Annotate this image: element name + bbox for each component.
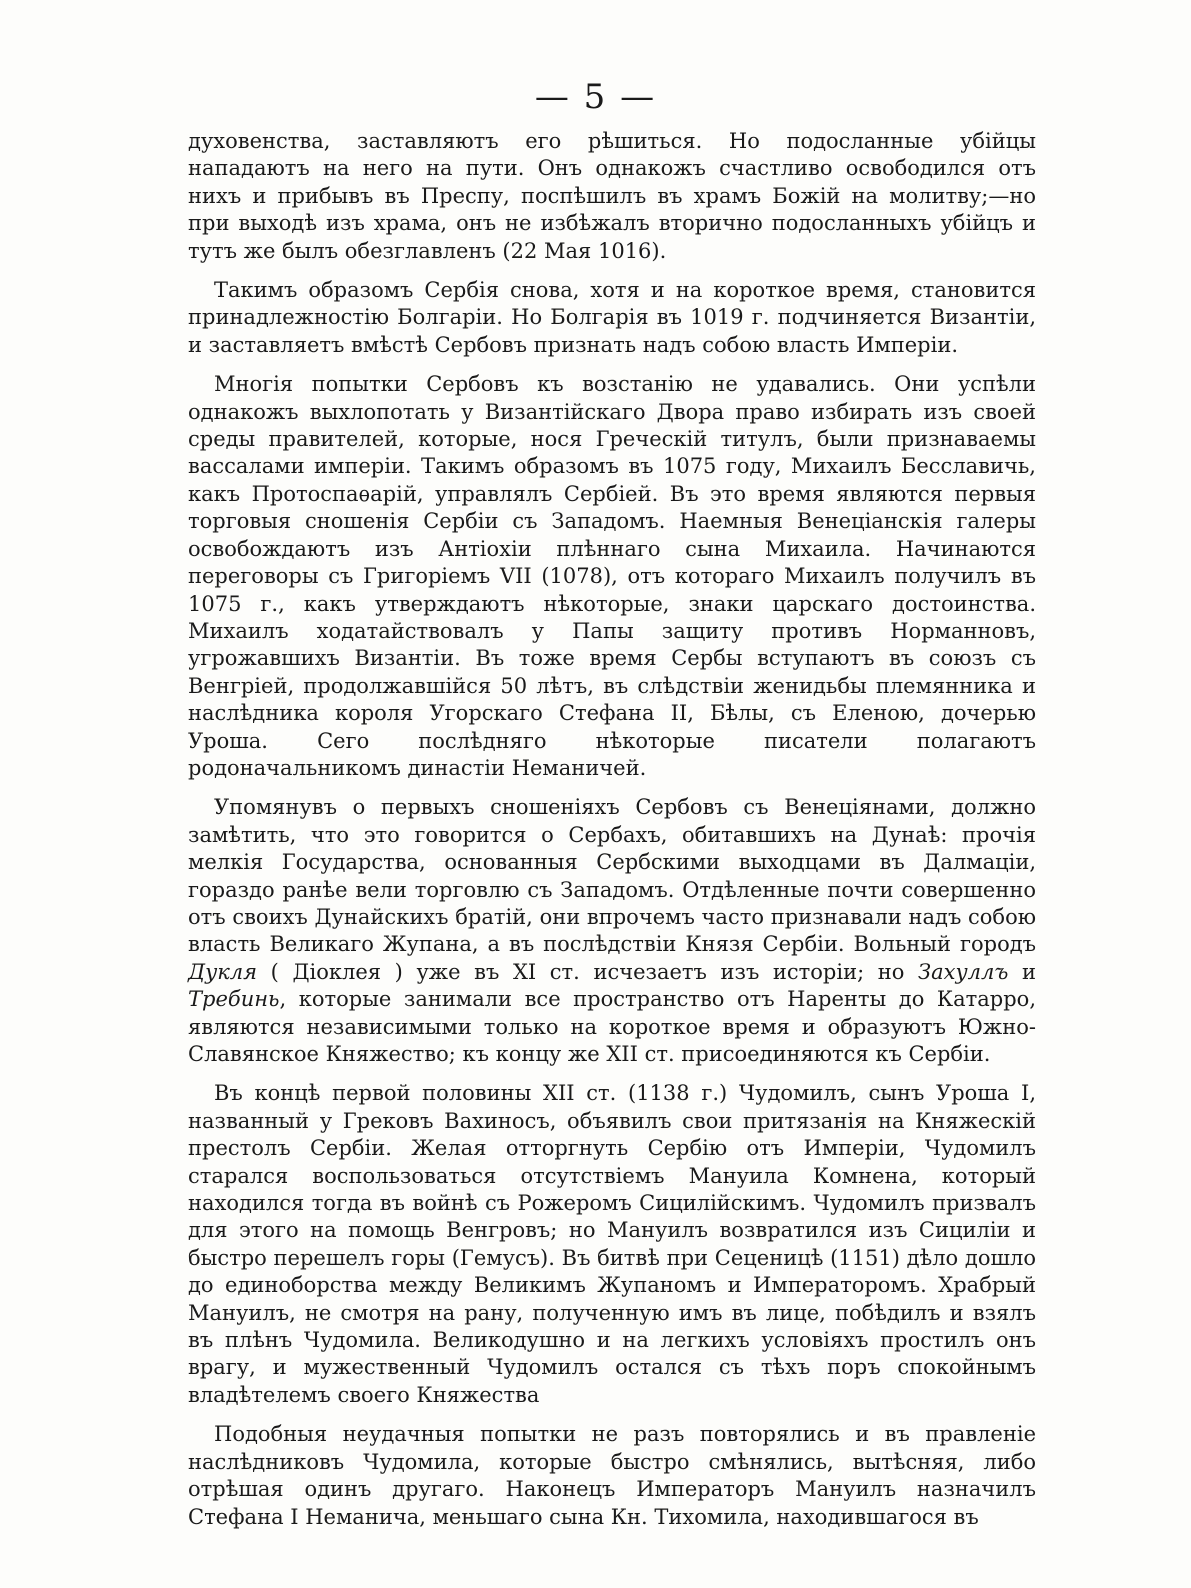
- text-body: [188, 128, 1036, 1543]
- paragraph: [188, 794, 1036, 1068]
- paragraph: [188, 1421, 1036, 1531]
- paragraph: [188, 371, 1036, 782]
- paragraph: [188, 1080, 1036, 1409]
- paragraph-text: Въ концѣ первой половины XII ст. (1138 г.) Чудомилъ, сынъ Уроша I, названный у Грековъ Вахиносъ, объявилъ свои притязанія на Княжескій престолъ Сербіи. Желая отторгнуть Сербію отъ Имперіи, Чудомилъ старался воспользоваться отсутствіемъ Мануила Комнена, который находился тогда въ войнѣ съ Рожеромъ Сицилійскимъ. Чудомилъ призвалъ для этого на помощь Венгровъ; но Мануилъ возвратился изъ Сициліи и быстро перешелъ горы (Гемусъ). Въ битвѣ при Сеценицѣ (1151) дѣло дошло до единоборства между Великимъ Жупаномъ и Императоромъ. Храбрый Мануилъ, не смотря на рану, полученную имъ въ лице, побѣдилъ и взялъ въ плѣнъ Чудомила. Великодушно и на легкихъ условіяхъ простилъ онъ врагу, и мужественный Чудомилъ остался съ тѣхъ поръ спокойнымъ владѣтелемъ своего Княжества: [188, 1081, 1036, 1407]
- paragraph-text: духовенства, заставляютъ его рѣшиться. Но подосланные убійцы нападаютъ на него на пути. Онъ однакожъ счастливо освободился отъ нихъ и прибывъ въ Преспу, поспѣшилъ въ храмъ Божій на молитву;—но при выходѣ изъ храма, онъ не избѣжалъ вторично подосланныхъ убійцъ и тутъ же былъ обезглавленъ (22 Мая 1016).: [188, 129, 1036, 263]
- paragraph: [188, 277, 1036, 359]
- paragraph-text: Многія попытки Сербовъ къ возстанію не удавались. Они успѣли однакожъ выхлопотать у Византійскаго Двора право избирать изъ своей среды правителей, которые, нося Греческій титулъ, были признаваемы вассалами имперіи. Такимъ образомъ въ 1075 году, Михаилъ Бесславичь, какъ Протоспаѳарій, управлялъ Сербіей. Въ это время являются первыя торговыя сношенія Сербіи съ Западомъ. Наемныя Венеціанскія галеры освобождаютъ изъ Антіохіи плѣннаго сына Михаила. Начинаются переговоры съ Григоріемъ VII (1078), отъ котораго Михаилъ получилъ въ 1075 г., какъ утверждаютъ нѣкоторые, знаки царскаго достоинства. Михаилъ ходатайствовалъ у Папы защиту противъ Норманновъ, угрожавшихъ Византіи. Въ тоже время Сербы вступаютъ въ союзъ съ Венгріей, продолжавшійся 50 лѣтъ, въ слѣдствіи женидьбы племянника и наслѣдника короля Угорскаго Стефана II, Бѣлы, съ Еленою, дочерью Уроша. Сего послѣдняго нѣкоторые писатели полагаютъ родоначальникомъ династіи Неманичей.: [188, 372, 1036, 780]
- place-name-duklya: Дукля: [188, 959, 258, 984]
- page-number: — 5 —: [534, 77, 657, 117]
- paragraph-text: Подобныя неудачныя попытки не разъ повторялись и въ правленіе наслѣдниковъ Чудомила, которые быстро смѣнялись, вытѣсняя, либо отрѣшая одинъ другаго. Наконецъ Императоръ Мануилъ назначилъ Стефана I Неманича, меньшаго сына Кн. Тихомила, находившагося въ: [188, 1422, 1036, 1529]
- paragraph-text: Упомянувъ о первыхъ сношеніяхъ Сербовъ съ Венеціянами, должно замѣтить, что это говорится о Сербахъ, обитавшихъ на Дунаѣ: прочія мелкія Государства, основанныя Сербскими выходцами въ Далмаціи, гораздо ранѣе вели торговлю съ Западомъ. Отдѣленные почти совершенно отъ своихъ Дунайскихъ братій, они впрочемъ часто признавали надъ собою власть Великаго Жупана, а въ послѣдствіи Князя Сербіи. Вольный городъ: [188, 795, 1036, 957]
- place-name-zakhullm: Захуллъ: [918, 959, 1009, 984]
- place-name-trebin: Требинь: [188, 987, 280, 1012]
- paragraph-text: и: [1008, 959, 1036, 984]
- paragraph-text: Такимъ образомъ Сербія снова, хотя и на короткое время, становится принадлежностію Болгаріи. Но Болгарія въ 1019 г. подчиняется Византіи, и заставляетъ вмѣстѣ Сербовъ признать надъ собою власть Имперіи.: [188, 278, 1036, 357]
- paragraph-text: , которые занимали все пространство отъ Наренты до Катарро, являются независимыми только на короткое время и образуютъ Южно-Славянское Княжество; къ концу же XII ст. присоединяются къ Сербіи.: [188, 987, 1036, 1066]
- paragraph-text: ( Діоклея ) уже въ XI ст. исчезаетъ изъ исторіи; но: [257, 959, 919, 984]
- paragraph: [188, 128, 1036, 265]
